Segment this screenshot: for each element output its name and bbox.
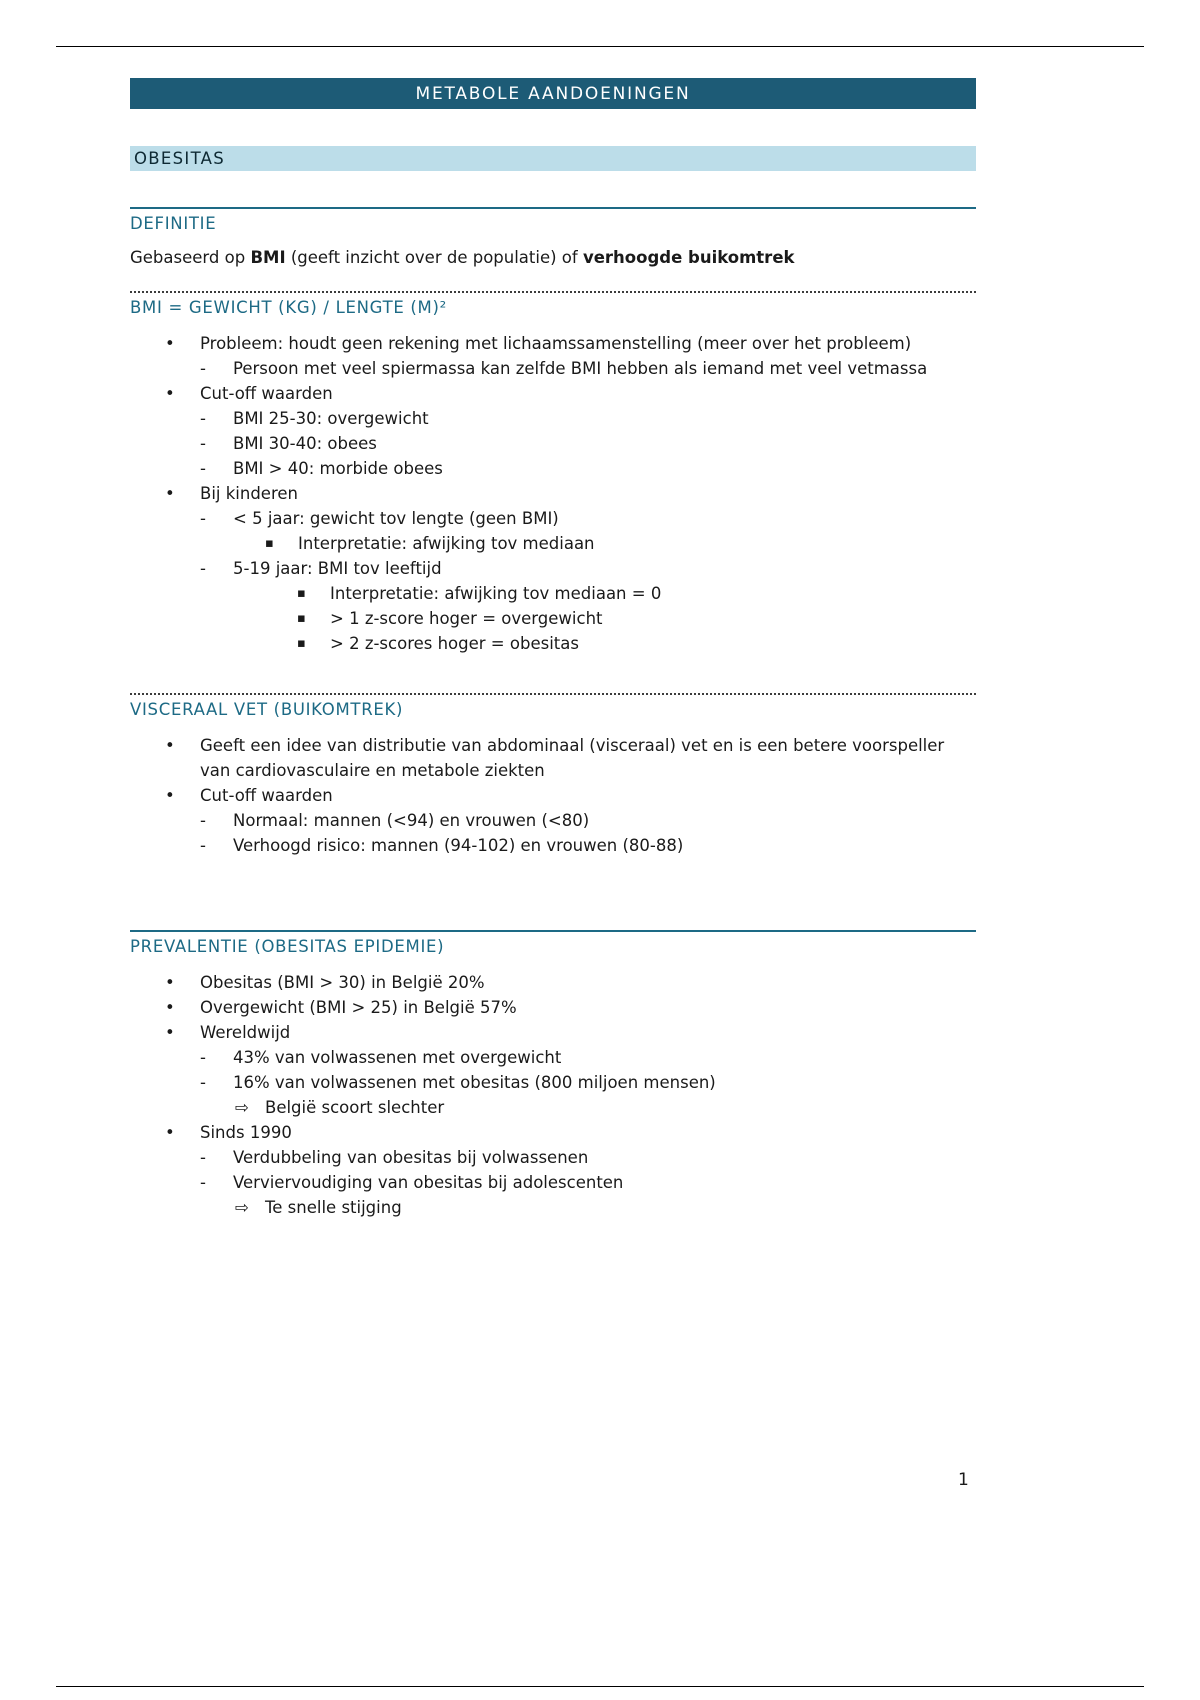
list-item (130, 456, 976, 481)
list-item (130, 970, 976, 995)
list-item-text: Verviervoudiging van obesitas bij adolescenten (233, 1173, 624, 1192)
list-item-text: Interpretatie: afwijking tov mediaan (298, 534, 595, 553)
list-item (130, 1020, 976, 1045)
heading-bmi-formule: BMI = GEWICHT (KG) / LENGTE (M)² (130, 298, 447, 317)
arrow-marker: ⇨ (235, 1098, 249, 1117)
arrow-marker: ⇨ (235, 1198, 249, 1217)
dash-marker: - (200, 409, 206, 428)
list-item-text: BMI > 40: morbide obees (233, 459, 443, 478)
list-item-text: Cut-off waarden (200, 786, 333, 805)
list-item-text: Overgewicht (BMI > 25) in België 57% (200, 998, 517, 1017)
text-segment: (geeft inzicht over de populatie) of (285, 248, 583, 267)
dash-marker: - (200, 459, 206, 478)
list-item-text: Te snelle stijging (265, 1198, 402, 1217)
heading-definitie: DEFINITIE (130, 214, 217, 233)
list-item (130, 783, 976, 808)
text-segment: Gebaseerd op (130, 248, 251, 267)
list-item (130, 356, 976, 381)
list-item-text: België scoort slechter (265, 1098, 445, 1117)
list-item (130, 556, 976, 581)
heading-prevalentie: PREVALENTIE (OBESITAS EPIDEMIE) (130, 937, 445, 956)
dash-marker: - (200, 1148, 206, 1167)
list-item (130, 733, 976, 783)
list-item (130, 581, 976, 606)
bullet-marker: • (165, 973, 175, 992)
dash-marker: - (200, 434, 206, 453)
bullet-marker: • (165, 1023, 175, 1042)
bullet-marker: • (165, 484, 175, 503)
definitie-intro-text (130, 245, 976, 270)
list-item (130, 506, 976, 531)
list-item (130, 1195, 976, 1220)
bold-text-segment: verhoogde buikomtrek (582, 248, 795, 267)
list-item-text: Normaal: mannen (<94) en vrouwen (<80) (233, 811, 590, 830)
list-item (130, 481, 976, 506)
list-item (130, 1170, 976, 1195)
list-item-text: Cut-off waarden (200, 384, 333, 403)
dash-marker: - (200, 1073, 206, 1092)
visceraal-list (130, 733, 976, 858)
bullet-marker: • (165, 334, 175, 353)
list-item (130, 995, 976, 1020)
list-item (130, 406, 976, 431)
list-item (130, 1095, 976, 1120)
list-item (130, 381, 976, 406)
list-item-text: Geeft een idee van distributie van abdominaal (visceraal) vet en is een betere voorspeller van cardiovasculaire en metabole ziekten (200, 736, 945, 780)
bmi-list (130, 331, 976, 656)
list-item-text: Bij kinderen (200, 484, 298, 503)
list-item (130, 431, 976, 456)
page-number: 1 (958, 1470, 969, 1490)
list-item (130, 531, 976, 556)
list-item-text: BMI 25-30: overgewicht (233, 409, 429, 428)
list-item-text: Interpretatie: afwijking tov mediaan = 0 (330, 584, 662, 603)
square-marker: ▪ (265, 536, 274, 551)
section-rule-definitie (130, 207, 976, 209)
dash-marker: - (200, 509, 206, 528)
bullet-marker: • (165, 786, 175, 805)
dotted-separator-bmi (130, 291, 976, 293)
page-content (130, 0, 976, 1220)
bullet-marker: • (165, 384, 175, 403)
list-item (130, 331, 976, 356)
list-item-text: Persoon met veel spiermassa kan zelfde BMI hebben als iemand met veel vetmassa (233, 359, 928, 378)
list-item (130, 631, 976, 656)
list-item-text: Obesitas (BMI > 30) in België 20% (200, 973, 485, 992)
chapter-banner-obesitas (130, 146, 976, 171)
list-item (130, 1045, 976, 1070)
list-item-text: > 1 z-score hoger = overgewicht (330, 609, 603, 628)
heading-visceraal-vet: VISCERAAL VET (BUIKOMTREK) (130, 700, 404, 719)
list-item (130, 1120, 976, 1145)
list-item-text: 5-19 jaar: BMI tov leeftijd (233, 559, 442, 578)
bullet-marker: • (165, 1123, 175, 1142)
section-rule-prevalentie (130, 930, 976, 932)
list-item (130, 606, 976, 631)
list-item-text: Verdubbeling van obesitas bij volwassenen (233, 1148, 589, 1167)
dash-marker: - (200, 836, 206, 855)
list-item-text: 43% van volwassenen met overgewicht (233, 1048, 562, 1067)
bullet-marker: • (165, 998, 175, 1017)
list-item (130, 808, 976, 833)
dotted-separator-visceraal (130, 693, 976, 695)
list-item-text: Wereldwijd (200, 1023, 291, 1042)
list-item (130, 1070, 976, 1095)
list-item-text: < 5 jaar: gewicht tov lengte (geen BMI) (233, 509, 559, 528)
dash-marker: - (200, 1048, 206, 1067)
bullet-marker: • (165, 736, 175, 755)
dash-marker: - (200, 559, 206, 578)
document-title: METABOLE AANDOENINGEN (415, 83, 691, 104)
prevalentie-list (130, 970, 976, 1220)
bold-text-segment: BMI (250, 248, 286, 267)
dash-marker: - (200, 359, 206, 378)
square-marker: ▪ (297, 636, 306, 651)
square-marker: ▪ (297, 586, 306, 601)
bottom-border (56, 1686, 1144, 1687)
dash-marker: - (200, 811, 206, 830)
list-item (130, 833, 976, 858)
list-item-text: Sinds 1990 (200, 1123, 292, 1142)
chapter-title: OBESITAS (134, 149, 226, 168)
square-marker: ▪ (297, 611, 306, 626)
list-item-text: Probleem: houdt geen rekening met lichaamssamenstelling (meer over het probleem) (200, 334, 912, 353)
list-item-text: > 2 z-scores hoger = obesitas (330, 634, 579, 653)
title-banner (130, 78, 976, 109)
dash-marker: - (200, 1173, 206, 1192)
list-item (130, 1145, 976, 1170)
list-item-text: Verhoogd risico: mannen (94-102) en vrouwen (80-88) (233, 836, 684, 855)
list-item-text: 16% van volwassenen met obesitas (800 miljoen mensen) (233, 1073, 716, 1092)
list-item-text: BMI 30-40: obees (233, 434, 377, 453)
